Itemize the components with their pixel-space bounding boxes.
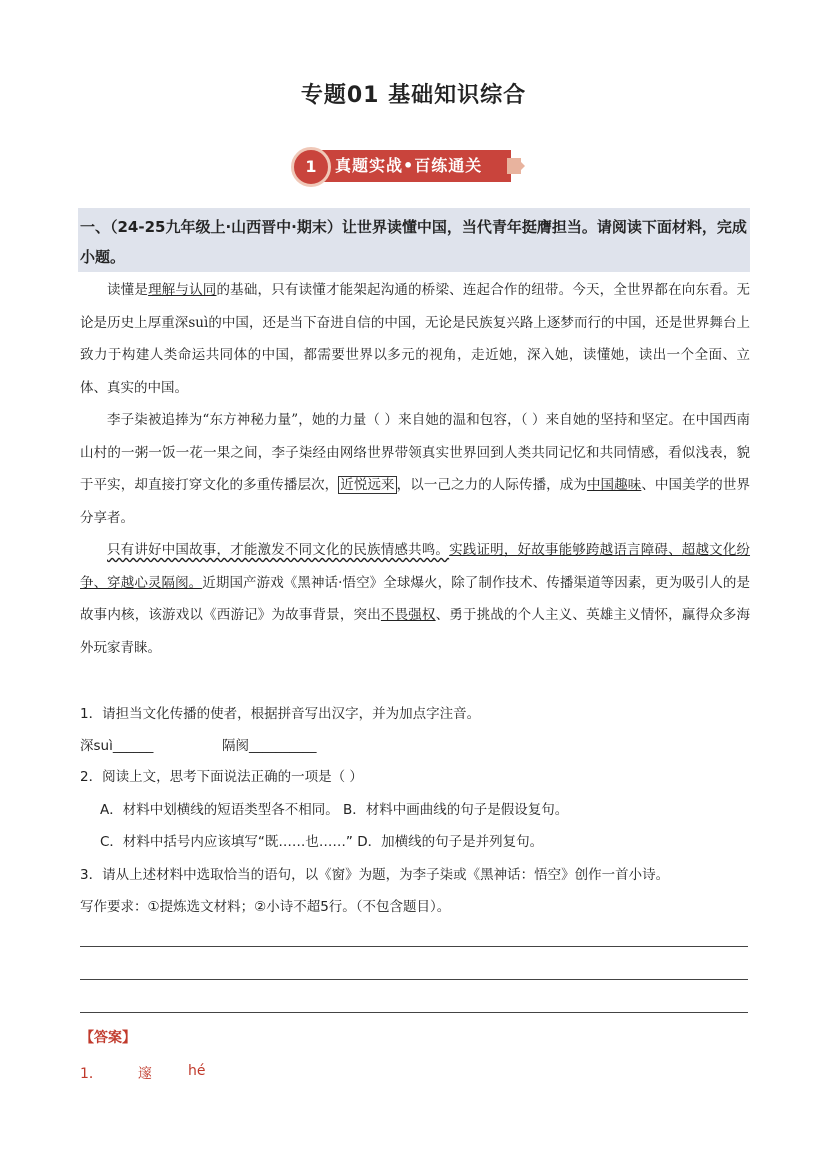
p3-underlined-sentence: 实践证明，好故事能够跨越语言障碍、超越文化纷争、穿越心灵隔阂。: [80, 542, 751, 591]
question-3-requirements: 写作要求：①提炼选文材料；②小诗不超5行。（不包含题目）。: [80, 899, 451, 915]
banner-number-badge: 1: [291, 147, 331, 187]
question-1: 1．请担当文化传播的使者，根据拼音写出汉字，并为加点字注音。: [80, 706, 481, 722]
p3-underlined-phrase: 不畏强权: [380, 607, 436, 623]
question-1-blank-a: 深suì______: [80, 738, 154, 754]
p1-text-c: 的基础，只有读懂才能架起沟通的桥梁、连起合作的纽带。今天，全世界都在向东看。无论是历史上厚重深suì的中国，还是当下奋进自信的中国，无论是民族复兴路上逐梦而行的中国，还是世界舞台上致力于构建人类命运共同体的中国，都需要世界以多元的视角，走近她，深入她，读懂她，读出一个全面、立体、真实的中国。: [80, 282, 751, 396]
answer-line-1: [80, 946, 748, 947]
p2-text-c: ，以一己之力的人际传播，成为: [396, 477, 587, 493]
answer-label: 【答案】: [80, 1030, 136, 1046]
question-3: 3．请从上述材料中选取恰当的语句，以《窗》为题，为李子柒或《黑神话：悟空》创作一首小诗。: [80, 867, 670, 883]
banner-text: 真题实战•百练通关: [335, 156, 483, 175]
p3-text-c: 近期国产游戏《黑神话·悟空》全球爆火，除了制作技术、传播渠道等因素，更为吸引人的是故事内核，该游戏以《西游记》为故事背景，突出: [80, 574, 751, 623]
passage-paragraph-2: [80, 404, 750, 534]
p1-text-a: 读懂是: [107, 282, 149, 298]
passage-paragraph-3: [80, 534, 750, 664]
answer-1-a: 邃: [138, 1066, 152, 1082]
p2-underlined-phrase: 近悦远来: [340, 477, 395, 493]
question-header: [78, 208, 750, 272]
passage-paragraph-1: [80, 274, 750, 404]
p2-text-a: 李子柒被追捧为“东方神秘力量”，她的力量（ ）来自她的温和包容，（ ）来自她的坚持和坚定。在中国西南山村的一粥一饭一花一果之间，李子柒经由网络世界带领真实世界回到人类共同记忆和共同情感，看似浅表，貌于平实，却直接打穿文化的多重传播层次，: [80, 412, 750, 493]
p3-wavy-sentence: 只有讲好中国故事，才能激发不同文化的民族情感共鸣。: [107, 542, 450, 558]
answer-1-b: hé: [188, 1063, 206, 1079]
section-banner: [291, 147, 531, 185]
p1-underlined-phrase: 理解与认同: [148, 282, 217, 298]
question-2: 2．阅读上文，思考下面说法正确的一项是（ ）: [80, 769, 363, 785]
answer-line-2: [80, 979, 748, 980]
answer-1-number: 1．: [80, 1066, 103, 1082]
banner-tail-arrow: [517, 158, 525, 174]
question-1-blank-b: 隔阂__________: [222, 738, 317, 754]
page-title: 专题01 基础知识综合: [300, 83, 527, 108]
question-2-options-cd: C．材料中括号内应该填写“既……也……” D．加横线的句子是并列复句。: [100, 834, 544, 850]
p2-underlined-phrase-2: 中国趣味: [586, 477, 642, 493]
p2-text-e: 、中国美学的世界分享者。: [80, 477, 750, 526]
question-header-text: 一、（24-25九年级上·山西晋中·期末）让世界读懂中国，当代青年挺膺担当。请阅读下面材料，完成小题。: [80, 218, 747, 266]
question-2-options-ab: A．材料中划横线的短语类型各不相同。 B．材料中画曲线的句子是假设复句。: [100, 802, 569, 818]
answer-line-3: [80, 1012, 748, 1013]
p3-text-e: 、勇于挑战的个人主义、英雄主义情怀，赢得众多海外玩家青睐。: [80, 607, 751, 656]
